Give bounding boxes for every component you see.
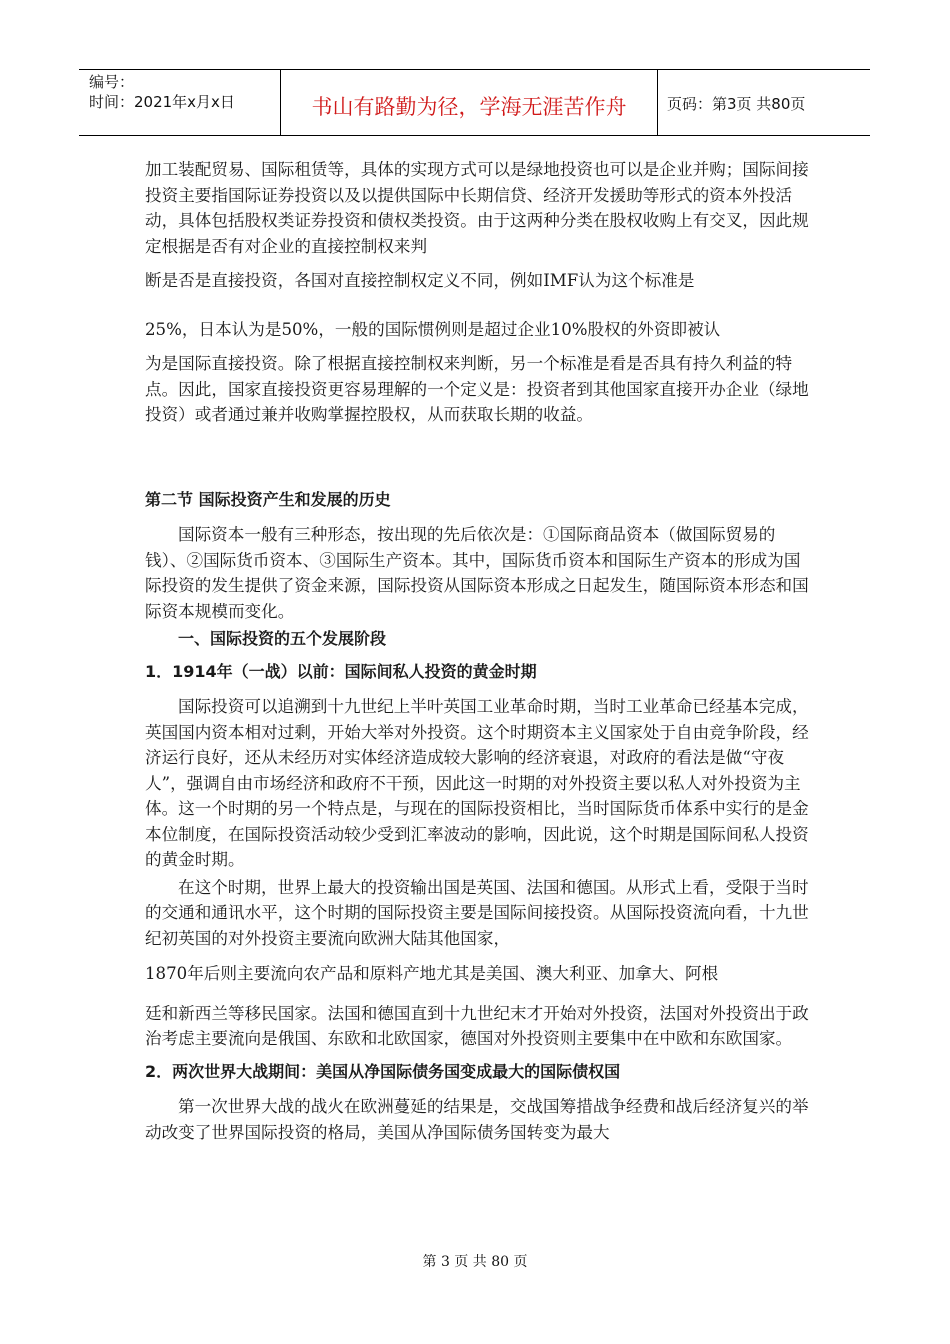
paragraph: 第一次世界大战的战火在欧洲蔓延的结果是，交战国筹措战争经费和战后经济复兴的举动改变了世界国际投资的格局，美国从净国际债务国转变为最大 (145, 1097, 809, 1142)
paragraph: 25%，日本认为是50%，一般的国际惯例则是超过企业10%股权的外资即被认 (145, 319, 721, 339)
paragraph: 断是否是直接投资，各国对直接控制权定义不同，例如IMF认为这个标准是 (145, 271, 695, 290)
paragraph: 加工装配贸易、国际租赁等，具体的实现方式可以是绿地投资也可以是企业并购；国际间接投资主要指国际证券投资以及以提供国际中长期信贷、经济开发援助等形式的资本外投活动，具体包括股权类证券投资和债权类投资。由于这两种分类在股权收购上有交叉，因此规定根据是否有对企业的直接控制权来判 (145, 160, 809, 256)
header-divider-right (657, 69, 658, 136)
header-date-label: 时间：2021年x月x日 (89, 93, 235, 111)
header-top-rule (79, 69, 870, 70)
paragraph: 1870年后则主要流向农产品和原料产地尤其是美国、澳大利亚、加拿大、阿根 (145, 964, 719, 983)
paragraph: 廷和新西兰等移民国家。法国和德国直到十九世纪末才开始对外投资，法国对外投资出于政治考虑主要流向是俄国、东欧和北欧国家，德国对外投资则主要集中在中欧和东欧国家。 (145, 1003, 809, 1048)
subheading: 一、国际投资的五个发展阶段 (178, 629, 387, 648)
section-title: 第二节 国际投资产生和发展的历史 (145, 489, 391, 509)
subheading: 1．1914年（一战）以前：国际间私人投资的黄金时期 (145, 661, 537, 681)
header-meta (89, 72, 235, 112)
subheading: 2．两次世界大战期间：美国从净国际债务国变成最大的国际债权国 (145, 1061, 621, 1081)
document-body (145, 155, 815, 1145)
paragraph: 在这个时期，世界上最大的投资输出国是英国、法国和德国。从形式上看，受限于当时的交通和通讯水平，这个时期的国际投资主要是国际间接投资。从国际投资流向看，十九世纪初英国的对外投资主要流向欧洲大陆其他国家， (145, 877, 809, 948)
paragraph: 国际投资可以追溯到十九世纪上半叶英国工业革命时期，当时工业革命已经基本完成，英国国内资本相对过剩，开始大举对外投资。这个时期资本主义国家处于自由竞争阶段，经济运行良好，还从未经历对实体经济造成较大影响的经济衰退，对政府的看法是做“守夜人”，强调自由市场经济和政府不干预，因此这一时期的对外投资主要以私人对外投资为主体。这一个时期的另一个特点是，与现在的国际投资相比，当时国际货币体系中实行的是金本位制度，在国际投资活动较少受到汇率波动的影响，因此说，这个时期是国际间私人投资的黄金时期。 (145, 697, 809, 869)
header-number-label: 编号： (89, 73, 135, 91)
header-bottom-rule (79, 135, 870, 136)
page-footer: 第 3 页 共 80 页 (422, 1254, 528, 1270)
header-page-info: 页码：第3页 共80页 (667, 95, 806, 113)
page-header (79, 69, 870, 137)
header-motto: 书山有路勤为径，学海无涯苦作舟 (311, 95, 627, 119)
paragraph: 为是国际直接投资。除了根据直接控制权来判断，另一个标准是看是否具有持久利益的特点。因此，国家直接投资更容易理解的一个定义是：投资者到其他国家直接开办企业（绿地投资）或者通过兼并收购掌握控股权，从而获取长期的收益。 (145, 354, 809, 424)
paragraph: 国际资本一般有三种形态，按出现的先后依次是：①国际商品资本（做国际贸易的钱）、②国际货币资本、③国际生产资本。其中，国际货币资本和国际生产资本的形成为国际投资的发生提供了资金来源，国际投资从国际资本形成之日起发生，随国际资本形态和国际资本规模而变化。 (145, 525, 809, 621)
